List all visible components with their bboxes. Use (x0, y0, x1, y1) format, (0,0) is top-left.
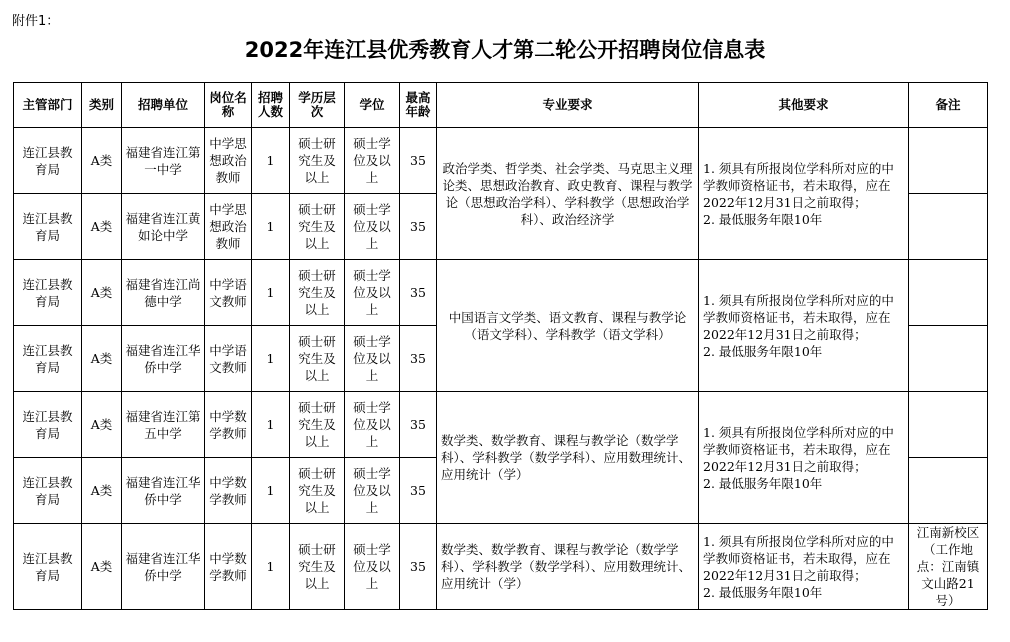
cell-unit: 福建省连江第一中学 (122, 128, 205, 194)
cell-education: 硕士研究生及以上 (290, 458, 345, 524)
cell-category: A类 (82, 260, 122, 326)
cell-major-chinese: 中国语言文学类、语文教育、课程与教学论（语文学科）、学科教学（语文学科） (437, 260, 699, 392)
cell-position: 中学数学教师 (205, 458, 252, 524)
page-title: 2022年连江县优秀教育人才第二轮公开招聘岗位信息表 (244, 38, 766, 62)
cell-count: 1 (252, 326, 290, 392)
table-row (14, 260, 988, 326)
cell-category: A类 (82, 194, 122, 260)
cell-max-age: 35 (400, 260, 437, 326)
cell-major-math-last: 数学类、数学教育、课程与教学论（数学学科）、学科教学（数学学科）、应用数理统计、应用统计（学） (437, 524, 699, 610)
table-row (14, 524, 988, 610)
cell-max-age: 35 (400, 194, 437, 260)
cell-remark (909, 392, 988, 458)
cell-position: 中学思想政治教师 (205, 128, 252, 194)
cell-count: 1 (252, 392, 290, 458)
cell-education: 硕士研究生及以上 (290, 524, 345, 610)
cell-major-politics: 政治学类、哲学类、社会学类、马克思主义理论类、思想政治教育、政史教育、课程与教学论（思想政治学科）、学科教学（思想政治学科）、政治经济学 (437, 128, 699, 260)
recruitment-table (13, 82, 988, 610)
cell-degree: 硕士学位及以上 (345, 128, 400, 194)
header-max-age: 最高年龄 (400, 83, 437, 128)
header-dept: 主管部门 (14, 83, 82, 128)
header-position: 岗位名称 (205, 83, 252, 128)
cell-max-age: 35 (400, 524, 437, 610)
cell-education: 硕士研究生及以上 (290, 260, 345, 326)
table-row (14, 392, 988, 458)
cell-count: 1 (252, 194, 290, 260)
cell-unit: 福建省连江黄如论中学 (122, 194, 205, 260)
cell-dept: 连江县教育局 (14, 458, 82, 524)
cell-education: 硕士研究生及以上 (290, 128, 345, 194)
cell-count: 1 (252, 128, 290, 194)
cell-other-politics: 1. 须具有所报岗位学科所对应的中学教师资格证书，若未取得，应在2022年12月31日之前取得； 2. 最低服务年限10年 (699, 128, 909, 260)
cell-remark (909, 260, 988, 326)
cell-education: 硕士研究生及以上 (290, 326, 345, 392)
cell-count: 1 (252, 260, 290, 326)
cell-dept: 连江县教育局 (14, 326, 82, 392)
cell-unit: 福建省连江华侨中学 (122, 524, 205, 610)
cell-unit: 福建省连江华侨中学 (122, 458, 205, 524)
cell-other-math: 1. 须具有所报岗位学科所对应的中学教师资格证书，若未取得，应在2022年12月31日之前取得； 2. 最低服务年限10年 (699, 392, 909, 524)
cell-degree: 硕士学位及以上 (345, 260, 400, 326)
cell-position: 中学数学教师 (205, 392, 252, 458)
table-header-row (14, 83, 988, 128)
cell-category: A类 (82, 392, 122, 458)
cell-degree: 硕士学位及以上 (345, 458, 400, 524)
cell-other-math-last: 1. 须具有所报岗位学科所对应的中学教师资格证书，若未取得，应在2022年12月31日之前取得； 2. 最低服务年限10年 (699, 524, 909, 610)
cell-max-age: 35 (400, 392, 437, 458)
cell-dept: 连江县教育局 (14, 128, 82, 194)
cell-major-math: 数学类、数学教育、课程与教学论（数学学科）、学科教学（数学学科）、应用数理统计、应用统计（学） (437, 392, 699, 524)
cell-dept: 连江县教育局 (14, 260, 82, 326)
cell-remark (909, 458, 988, 524)
header-unit: 招聘单位 (122, 83, 205, 128)
cell-remark-last: 江南新校区（工作地点：江南镇文山路21号） (909, 524, 988, 610)
cell-remark (909, 128, 988, 194)
cell-position: 中学语文教师 (205, 260, 252, 326)
cell-category: A类 (82, 326, 122, 392)
cell-dept: 连江县教育局 (14, 194, 82, 260)
cell-degree: 硕士学位及以上 (345, 392, 400, 458)
cell-position: 中学思想政治教师 (205, 194, 252, 260)
header-category: 类别 (82, 83, 122, 128)
cell-remark (909, 194, 988, 260)
header-major: 专业要求 (437, 83, 699, 128)
header-other: 其他要求 (699, 83, 909, 128)
cell-dept: 连江县教育局 (14, 392, 82, 458)
cell-education: 硕士研究生及以上 (290, 392, 345, 458)
header-count: 招聘人数 (252, 83, 290, 128)
annex-label: 附件1： (12, 14, 60, 29)
cell-degree: 硕士学位及以上 (345, 524, 400, 610)
header-remark: 备注 (909, 83, 988, 128)
cell-max-age: 35 (400, 458, 437, 524)
cell-unit: 福建省连江第五中学 (122, 392, 205, 458)
cell-category: A类 (82, 128, 122, 194)
cell-degree: 硕士学位及以上 (345, 326, 400, 392)
cell-remark (909, 326, 988, 392)
cell-category: A类 (82, 458, 122, 524)
cell-max-age: 35 (400, 128, 437, 194)
cell-dept: 连江县教育局 (14, 524, 82, 610)
cell-max-age: 35 (400, 326, 437, 392)
cell-other-chinese: 1. 须具有所报岗位学科所对应的中学教师资格证书，若未取得，应在2022年12月31日之前取得； 2. 最低服务年限10年 (699, 260, 909, 392)
cell-education: 硕士研究生及以上 (290, 194, 345, 260)
cell-unit: 福建省连江华侨中学 (122, 326, 205, 392)
cell-degree: 硕士学位及以上 (345, 194, 400, 260)
cell-position: 中学数学教师 (205, 524, 252, 610)
cell-count: 1 (252, 524, 290, 610)
cell-unit: 福建省连江尚德中学 (122, 260, 205, 326)
table-row (14, 128, 988, 194)
cell-position: 中学语文教师 (205, 326, 252, 392)
header-education: 学历层次 (290, 83, 345, 128)
cell-count: 1 (252, 458, 290, 524)
header-degree: 学位 (345, 83, 400, 128)
cell-category: A类 (82, 524, 122, 610)
